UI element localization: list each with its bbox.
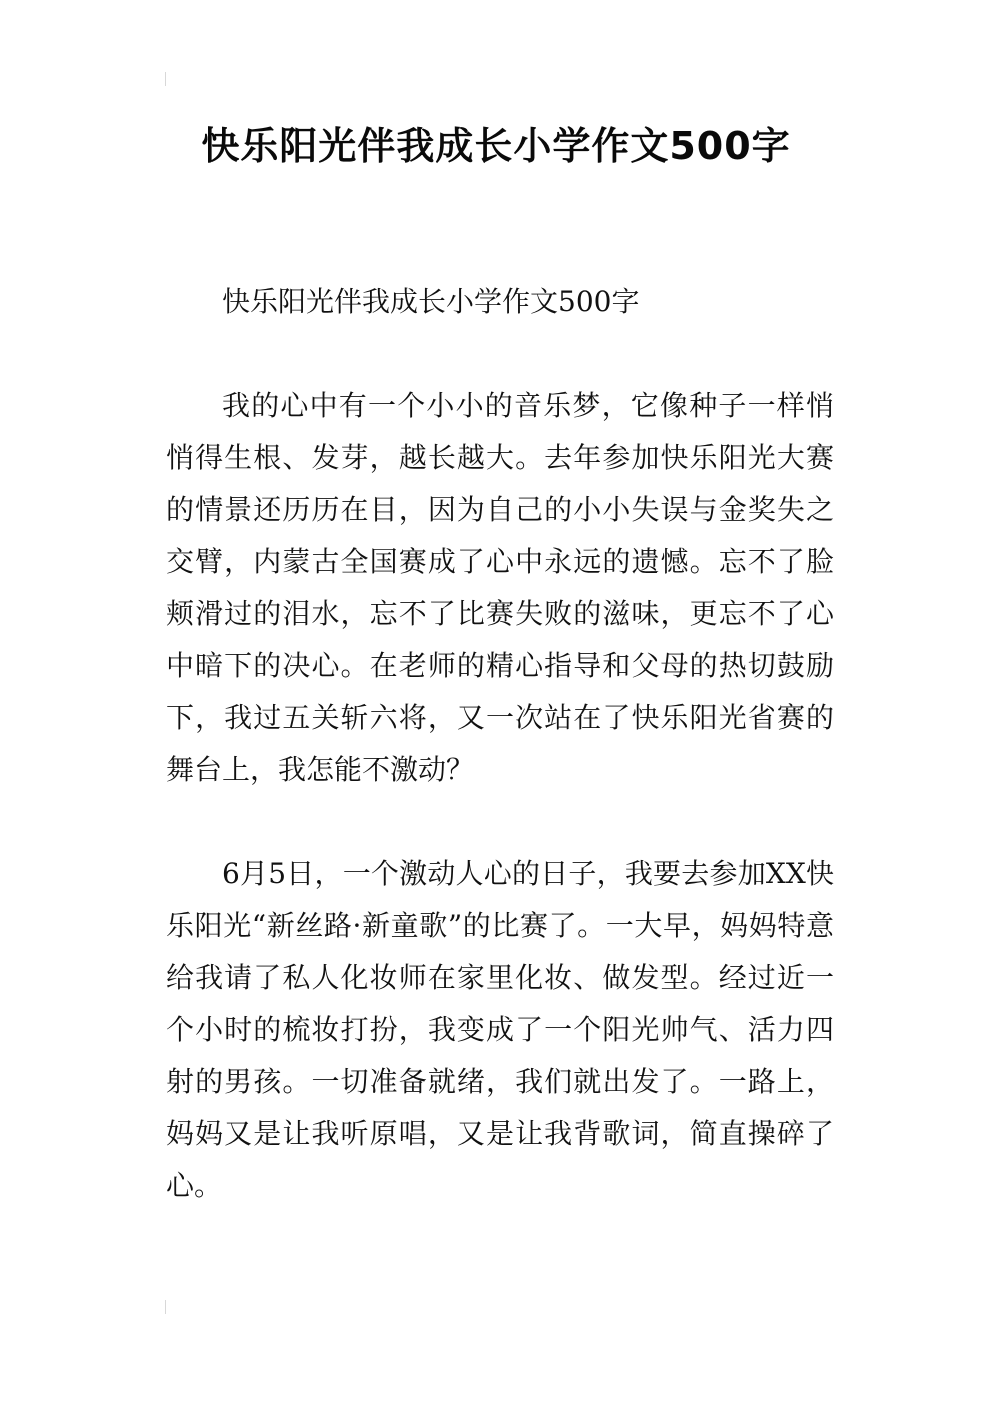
margin-mark-top [165, 72, 166, 86]
paragraph-1: 我的心中有一个小小的音乐梦，它像种子一样悄悄得生根、发芽，越长越大。去年参加快乐阳光大赛的情景还历历在目，因为自己的小小失误与金奖失之交臂，内蒙古全国赛成了心中永远的遗憾。忘不了脸颊滑过的泪水，忘不了比赛失败的滋味，更忘不了心中暗下的决心。在老师的精心指导和父母的热切鼓励下，我过五关斩六将，又一次站在了快乐阳光省赛的舞台上，我怎能不激动？ [166, 389, 834, 786]
document-title: 快乐阳光伴我成长小学作文500字 [201, 124, 791, 168]
paragraph-2: 6月5日，一个激动人心的日子，我要去参加XX快乐阳光“新丝路·新童歌”的比赛了。一大早，妈妈特意给我请了私人化妆师在家里化妆、做发型。经过近一个小时的梳妆打扮，我变成了一个阳光帅气、活力四射的男孩。一切准备就绪，我们就出发了。一路上，妈妈又是让我听原唱，又是让我背歌词，简直操碎了心。 [166, 857, 834, 1202]
essay-subtitle: 快乐阳光伴我成长小学作文500字 [222, 285, 640, 318]
margin-mark-bottom [165, 1300, 166, 1314]
